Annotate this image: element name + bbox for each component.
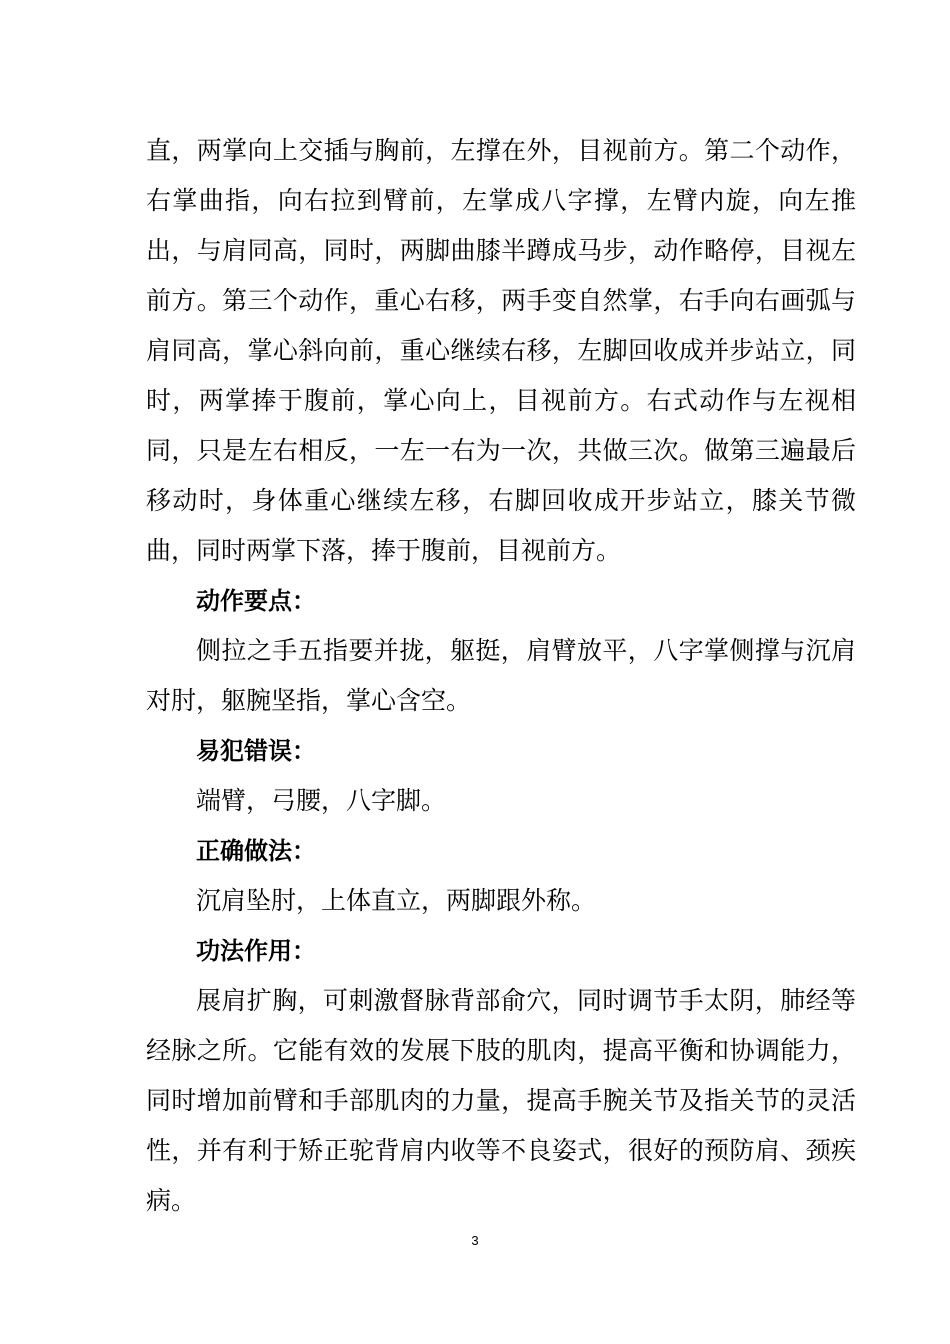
section-body-common-errors: 端臂，弓腰，八字脚。	[196, 786, 447, 815]
continuation-paragraph: 直，两掌向上交插与胸前，左撑在外，目视前方。第二个动作，右掌曲指，向右拉到臂前，左掌成八字撑，左臂内旋，向左推出，与肩同高，同时，两脚曲膝半蹲成马步，动作略停，目视左前方。第三个动作，重心右移，两手变自然掌，右手向右画弧与肩同高，掌心斜向前，重心继续右移，左脚回收成并步站立，同时，两掌捧于腹前，掌心向上，目视前方。右式动作与左视相同，只是左右相反，一左一右为一次，共做三次。做第三遍最后移动时，身体重心继续左移，右脚回收成开步站立，膝关节微曲，同时两掌下落，捧于腹前，目视前方。	[146, 136, 856, 565]
section-heading-effects: 功法作用：	[196, 937, 316, 965]
section-body-effects: 展肩扩胸，可刺激督脉背部俞穴，同时调节手太阴，肺经等经脉之所。它能有效的发展下肢的肌肉，提高平衡和协调能力，同时增加前臂和手部肌肉的力量，提高手腕关节及指关节的灵活性，并有利于矫正驼背肩内收等不良姿式，很好的预防肩、颈疾病。	[146, 986, 856, 1215]
page-number: 3	[471, 1233, 479, 1248]
section-heading-common-errors: 易犯错误：	[196, 737, 316, 765]
section-body-correct-method: 沉肩坠肘，上体直立，两脚跟外称。	[196, 886, 597, 915]
section-body-key-points: 侧拉之手五指要并拢，躯挺，肩臂放平，八字掌侧撑与沉肩对肘，躯腕坚指，掌心含空。	[146, 636, 856, 715]
section-heading-correct-method: 正确做法：	[196, 837, 316, 865]
page-content	[146, 126, 856, 1226]
section-heading-key-points: 动作要点：	[196, 587, 316, 615]
